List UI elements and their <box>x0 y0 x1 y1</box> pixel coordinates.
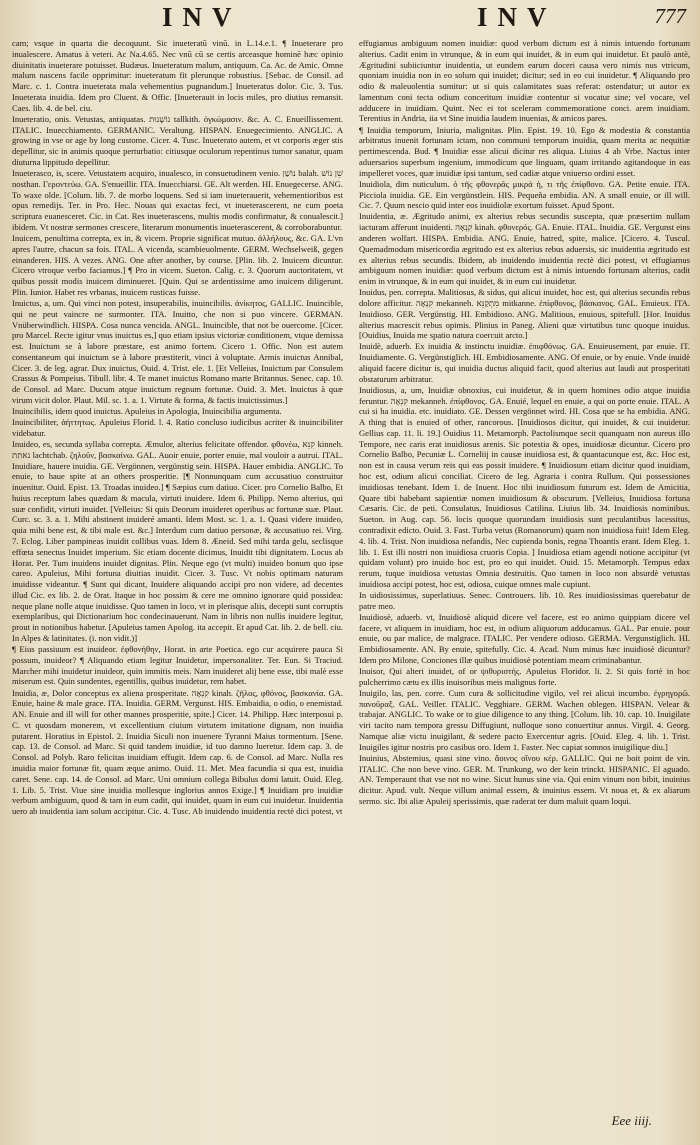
dictionary-entry: Inuidiola, dim nuticulum. ὁ τῆς φθονερᾶς μικρά ἡ, τι τῆς ἐπίφθονο. GA. Petite enuie. ITA. Picciola inuidia. GE. Ein vergünstlein. HIS. Pequeña embidia. AN. A small enuie, or ill will. Cic. 7. Quum nescio quid inter eos inuidiolæ exortum fuisset. Apud Spont. <box>359 178 690 211</box>
dictionary-entry: Inuideo, es, secunda syllaba correpta. Æmulor, alterius felicitate offendor. φθονέω, קִנֵּא kinneh. נאתת lachtchab. ζηλοῦν, βασκαίνω. GAL. Auoir enuie, porter enuie, mal vouloir a autrui. ITAL. Inuidiare, hauere inuidia. GE. Vergönnen, vergünstig sein. HISPA. Hauer embidia. ANGLIC. To enuie, to haue spite at an others prosperitie. [¶ Nonnunquam cum accusatiuo construitur inuenitur. Ouid. Epist. 13. Troadas inuideo.] ¶ Sæpius cum datiuo. Cicer. pro Cornelio Balbo, Et huius receptum labes quædam & macula, virtuti inuidere. Idem 6. Philipp. Nemo alterius, qui suæ confidit, virtuti inuidet. [Velleius: Si quis Deorum inuideret operibus ac fortunæ suæ. Plaut. Curc. sc. 3. a. 1. Mihi abstinent inuideré amanti. Idem Most. sc. 1. a. 1. Quasi videre inuideo, quia mihi bene est, & tibi male est. &c.] Interdum cum datiuo personæ, & accusatiuo rei. Virg. 7. Eclog. Liber pampineas inuidit collibus vuas. Idem 8. Æneid. Sed mihi tarda gelu, seclisque effœta senectus Inuidet imperium. Sic etiam docente dicimus, Inuidit tibi dignitatem. Locus ab Horat. Per. Tum inuidens inuidet dignitas. Plin. Neque ego (vt multi) inuideo bonum quo ipse careo. Apuleius, Mihi fortuna diuitias inuidit. Cicer. 3. Tusc. Vt nobis optimam naturam inuidisse videantur. ¶ Sunt qui dicant, Inuidere aliquando accipi pro non videre, ad decentes illud Cic. ex lib. 2. de Orat. Itaque in hoc possim & cere me omnino ignorare quid possidea: neque plane nolle atque inuidisse. Quo tamen in loco, vt in plerisque aliis, decepti sunt corruptis exemplaribus, qui Dictionarium hoc condecinauerunt. Nam in libris non nullis inuidere legitur, prout in notionibus habetur. [Apuleius tamen Apolog. ita accepit. Et apud Cat. lib. 2. de bell. ciu. In Alpes & latinitates. (i. non vidit.)] <box>12 438 343 644</box>
dictionary-entry: Inueteratio, onis. Vetustas, antiquatas. נוֹשָׁנוּת tallkith. ὀγκώμασιν. &c. A. C. Enueillissement. ITALIC. Inuecchiamento. GERMANIC. Veraltung. HISPAN. Enuegecimiento. ANGLIC. A growing in vse or age by long custome. Cicer. 4. Tusc. Inueterato autem, et vt corporis æger stis depellitur, sic in animis quoque perturbatio: citiusque oculorum repentinus tumor sanatur, quam diuturna lippitudo depellitur. <box>12 113 343 167</box>
dictionary-entry: Inuidia, æ, Dolor conceptus ex aliena prosperitate. קִנְאָה kinah. ζῆλος, φθόνος, βασκανία. GA. Enuie, haine & male grace. ITA. Inuidia. GERM. Vergunst. HIS. Embaidia, o odio, o enemistad. AN. Enuie and ill will for other mannes prosperitie, spite.] Cicer. 14. Philipp. Hæc interposui p. C. vt quosdam monerem, vt excellentium ciuium virtutem imitatione dignam, non inuidia putarent. Horatius in Epistol. 2. Inuidia Siculi non inuenere Tyranni Maius tormentum. [Sene. cap. 13. de Consol. ad Marc. Si quid tandem inuidiæ, id tuo damno lueretur. Idem cap. 3. de Consol. ad Polyb. Raro felicitas inuidiam effugit. Idem cap. 6. de Consol. ad Marc. Nulla res inuidia maior fortunæ fit, quam æque animo. Ouid. 11. Met. Mea facundia si qua est, inuidia caret. Sene. cap. 14. de Consol. ad Marc. Uni omnium collega Bibulus domi latuit. Ouid. Eleg. 1. Lib. 5. Trist. Viue sine inuidia mollesque inglorius annos Exige.] ¶ Inuidiam pro inuidiæ verbum ambiguum, quod & tam in eum cadit, qui inuidet, quam in eum cui inuidetur. Inuidentia uero ab inuidentia iam solum accipitur. Cic. 4. Tusc. Ab inuidendo inuidentia rectè dici potest, vt <box>12 687 343 817</box>
running-head-left: INV <box>162 2 242 32</box>
dictionary-entry: Inuidiosè, aduerb. vt, Inuidiosè aliquid dicere vel facere, est eo animo quippiam dicere vel facere, vt aliquem in inuidiam, hoc est, in odium aliquorum adducamus. GAL. Par enuie. pour enuie, ou par malice, de malgrace. ITALIC. Per vendere odioso. GERMA. Vergunstiglich. HI. Embidiosamente. AN. By enuie, spitefully. Cic. 4. Acad. Num minus hæc inuidiosè dicuntur? Idem pro Milone, Conciones illæ quibus inuidiosè potentiam meam criminabantur. <box>359 611 690 665</box>
dictionary-entry: Inuincibiliter, ἀήττητως. Apuleius Florid. l. 4. Ratio concluso iudicibus acriter & inuincibiliter videbatur. <box>12 417 343 438</box>
two-column-body <box>12 38 690 1110</box>
dictionary-entry: ¶ Eius passiuum est inuideor. ἐφθονήθην, Horat. in arte Poetica. ego cur acquirere pauca Si possum, inuideor? ¶ Aliquando etiam legitur Inuidetur, impersonaliter. Ter. Eun. Si Traciud. Marcher mihi inuidetur inuideor, quin immitis meis. Nam inuideret alij bene esse, tibi malè esse miserum est. Quin sundentes, egentillis, quibus inuidetur, rem habet. <box>12 644 343 687</box>
running-head <box>12 2 690 38</box>
dictionary-entry: Inuigilo, las, pen. corre. Cum cura & sollicitudine vigilo, vel rei alicui incumbo. ἐγρηγορῶ. πανοῦραξ. GAL. Veiller. ITALIC. Vegghiare. GERM. Wachen oblegen. HISPAN. Velear & trabajar. ANGLIC. To wake or to giue diligence to any thing. [Colum. lib. 10. cap. 10. Inuigilate viri tacito nam tempora gressu Diffugiunt, nulloque sono conuertitur annus. Virgil. 4. Georg. Namque aliæ victu inuigilant, & sedere pacto Exercentur agris. [Ouid. Eleg. 4. lib. 1. Trist. Inuigiles igitur nostris pro casibus oro. Idem 1. Faster. Nec capiat somnos inuigilique diu.] <box>359 687 690 752</box>
dictionary-entry: Inuisor, Qui alteri inuidet, of or ψιθυριστής. Apuleius Floridor. li. 2. Si quis fortè in hoc pulcherrimo cætu ex illis inuisoribus meis malignus forte. <box>359 665 690 687</box>
dictionary-entry: Inuidiosus, a, um, Inuidiæ obnoxius, cui inuidetur, & in quem homines odio atque inuidia feruntur. קִנְאָה mekanneh. ἐπίφθονος. GA. Enuié, lequel en enuie, a qui on porte enuie. ITAL. A cui si ha inuidia. etc. inuidiato. GE. Dessen vergönnet wird. HI. Cosa que se ha embidia. ANG. A thing that is enuied of other, rancorous. [Inuidiosos dicitur, qui inuidet, & cui inuidetur. Gellius cap. 11. li. 19.] Ouidius 11. Metamorph. Pactolismque secit quanquam non aureus illo Tempore, nec caris erat inuidiosus arenis. Sic potestia & opes, inuidiosæ dicuntur. Cicero pro Cornelio Balbo, Pecuniæ L. Corneliij in causæ inuidiosa est, & quantacunque est, &c. Hoc est, non est in causa verum reis qui eas possit inuidere. ¶ Inuidiosum etiam dicitur quod inuidiam, hoc est, odium alicui conciliat. Cicero de leg. Agraria i contra Rullum. Qui possessiones inuidiosas tenebant. Idem 1. de Inuent. Hoc tibi inuidiosum futurum est. Idem de Amicitia, Quare tibi habebant sapientiæ nomen inuidiosum & obscurum. [Velleius, Inuidiosa fortuna Cæsaris. Cic. de peti. Consulatus, Inuidiosus Catilina. Liuius lib. 34. Inuidiosis nominibus. Sueton. in Aug. cap. 56. locis quoque quorundam inuidiosis sunt peculantibus lacessitus, contradixit edicto. Ouid. 3. Fast. Turba vetus (Romanorum) quam non inuidiosa fuit! Idem Eleg. 4. lib. 4. Trist. Non inuidiosa nefandis, Nec cupienda bonis, regna Thoantis erant. Idem Eleg. 1. lib. 1. Est illi nostri non inuidiosa cruoris Copia. ] Inuidiosa etiam agendi notione accipitur (vt quidam volunt) pro inuido hoc est, pro eo qui inuidet. Ouid. 15. Metamorph. Tempus edax rerum, tuque inuidiosa vetustas Omnia destruitis. Quo tamen in loco non absurdè vetustas inuidiosa accipi potest, hoc est, odiosa, cuique omnes male cupiunt. <box>359 384 690 589</box>
dictionary-entry: Inuictus, a, um. Qui vinci non potest, insuperabilis, inuincibilis. ἀνίκητος, GALLIC. Inuincible, qui ne peut vaincre ne surmonter. ITA. Inuitto, che non si puo vincere. GERMAN. Vnüberwindlich. HISPA. Cosa nunca vencida. ANGL. Inuincible, that not be ouercome. [Cicer. pro Marcel. Recte igitur vnus inuictus es,] quo etiam ipsius victoriæ conditionem, vtque demissa est. Inuictum se à labore præstare, est animo fortem. Cicero 1. Offic. Non est autem consentaneum qui inuictum se à labore præstiterit, vinci à voluptate. Armis inuictus Annibal, Cicer. 3. de leg. agrar. Dux inuictus, Ouid. 4. Trist. ele. 1. [Et Velleius, Inuictum par Consulem Crassus & Pompeius. Tibull. libr. 4. Te manet inuictus Romano marte Britannus. Senec. cap. 10. de Consol. ad Marc. Ducum atque inuictum regnum fortunæ. Ouid. 3. Met. Inuictus à quæ virum vicit dolor. Plaut. Mil. sc. 1. a. 1. Virtute & forma, & factis inuictissimus.] <box>12 297 343 405</box>
dictionary-entry: ¶ Inuidia temporum, Iniuria, malignitas. Plin. Epist. 19. 10. Ego & modestia & constantia arbitratus inuenit fortunam ictam, non communi temporum inuidia, quam merita ac nequitiæ pertimescenda. Bud. ¶ Inuidiæ esse alicui dicitur res aliqua. Liuius 4 ab Vrbe. Nactus inter aduersarios superbum ingenium, immodicum que linguam, quam irritando agitandoque in eas impelleret voces, quæ inuidiæ ipsi tantum, sed cadiæ atque vniuerso ordini esset. <box>359 124 690 178</box>
page-number: 777 <box>654 4 686 28</box>
dictionary-entry: effugiamus ambiguum nomen inuidiæ: quod verbum dictum est à nimis intuendo fortunam alterius. Cadit enim in vtrunque, & in eum qui inuidet, & in eum qui inuidetur. Et paulò antè, Ægritudini subiiciuntur inuidentia, ut eundem earum doceri causa vero nimis nus vtricum, quoniam inuidia non in eo solum qui inuidet; dicitur; sed in eo cui inuidetur. ¶ Aliquando pro odio & maleuolentia sumitur: ut si quis calamitates suas referat: ostendatur; ut autor ex lamentum coni tecta odium conceritum inuidiæ contentur si vocatur sine; vel vocare, vel adducere in inuidiam. Quint. Nec ei tot sceleram commemoratione conci. arem inuidiam. Terentius in Andria, iia vt Sine inuidia laudem inuenias, & amicos pares. <box>359 38 690 124</box>
dictionary-entry: Inuidè, aduerb. Ex inuidia & instinctu inuidiæ. ἐπιφθόνως. GA. Enuieusement, par enuie. IT. Inuidiamente. G. Vergünstiglich. HI. Embidiosamente. ANG. Of enuie, or by enuie. Vnde inuidè aliquid facere dicitur is, qui inuidia ductus aliquid facit, quod alterius aut laudi aut prosperitati obstaturum arbitratur. <box>359 341 690 384</box>
dictionary-entry: In uidiosissimus, superlatiuus. Senec. Controuers. lib. 10. Res inuidiosissimas querebatur de patre meo. <box>359 589 690 611</box>
dictionary-entry: Inuicem, penultima correpta, ex in, & vicem. Proprie significat mutuo. ἀλλήλους, &c. GA. L'vn apres l'autre, chacun sa fois. ITAL. A vicenda, scambieuolmente. GERM. Wechselweiß, gegen einanderen. HIS. A vezes. ANG. One after another, by course. [Plin. lib. 2. Inuicem dicuntur. Cicero vtroque verbo faciamus.] ¶ Pro in vicem. Sueton. Calig. c. 3. Quorum auctoritatem, vt quibus possit modis inuicem diminueret. [Quin. Qui se ardentissime amo inuicem diligerunt. Plin. Iunior. Habet res vrbanas, inuicem rusticas fuisse. <box>12 232 343 297</box>
dictionary-entry: cam; vsque in quarta die decoquunt. Sic inueteratū vinū. in L.14.e.1. ¶ Inueterare pro inualescere. Amatus à veteri. Ac Na.4.65. Nec vnū cū se certis arceasque hominē hæc opinio diuinitatis inueterare potuisset. Budæus. Inueteratum malum, antiquum. Ca. Ac. de Amic. Omne malum nascens facile opprimitur: inueteratum fit plerunque robustius. [Sebac. de Consil. ad Marc. c. 1. Contra inueterata mala vehementius pugnandum.] Inueteratus dolor. Cic. 3. Tus. Inueterata inuidia. Idem pro Cluent. & Offic. [Inueterauit in locis miles, pro diutius remansit. Caes. lib. 4. de bel. ciu. <box>12 38 343 113</box>
dictionary-entry: Inueterasco, is, scere. Vetustatem acquiro, inualesco, in consuetudinem venio. נוֹשַׁן balah. שֵׁן נוֹשׁ nosthan. Γεροντεύω. GA. S'enueillir. ITA. Inuecchiarsi. GE. Alt werden. HI. Enuegecerse. ANG. To waxe olde. [Colum. lib. 7. de morbo loquens. Sed si iam inueterauerit, vehementioribus est opus remedijs. Ter. in Pro. Hec. Nouas qui exactas feci, vt inueterascerent, ne cum poeta scriptura euanesceret. Cic. in Cat. Res inueterascens, multis modis confirmatur, & conualescit.] ibidem. Vt nostræ sermones crescere, literarum monumentis inueterascerent, & corroborabuntur. <box>12 167 343 232</box>
right-column <box>359 38 690 1110</box>
dictionary-entry: Inuidentia, æ. Ægritudo animi, ex alterius rebus secundis suscepta, quæ præsertim nullam iacturam afferunt inuidenti. קִנְאָה kinah. φθονερός. GA. Enuie. ITAL. Inuidia. GE. Vergunst eins anderen wolfart. HISPA. Embidia. ANG. Enuie, hatred, spite, malice. [Cicero. 4. Tuscul. Quemadmodum misericordia ægritudo est ex alterius rebus aduersis, sic inuidentia ægritudo est ex alterius rebus secundis. Ibidem, ab inuidendo inuidentia rectè dici potest, vt effugiamus ambiguum nomen inuidiæ: quod verbum dictum est à nimis intuendo fortunam alterius, cadit enim in vtrunque, & in eum qui inuidet, & in eum cui inuidetur. <box>359 211 690 287</box>
dictionary-entry: Inuidus, pen. correpta. Malitiosus, & sidus, qui alicui inuidet, hoc est, qui alterius secundis rebus dolore afficitur. קִנְאָה mekanneh. מִתְקַנֵּא mitkanne. ἐπίφθονος, βάσκανος. GAL. Enuieux. ITA. Inuidioso. GER. Vergünstig. HI. Embidioso. ANG. Malitious, enuious, spitefull. [Hor. Inuidus alterius macrescit rebus opimis. Plinius in Paneg. Alieni quæ virtutibus tunc quoque inuidus. [Ouidius, Inuida me spatio natura coercuit arcto.] <box>359 287 690 341</box>
left-column <box>12 38 343 1110</box>
running-head-right: INV <box>477 2 557 32</box>
page-footer <box>12 1110 690 1138</box>
dictionary-entry: Inuinius, Abstemius, quasi sine vino. ἄοινος οἴνου κέρ. GALLIC. Qui ne boit point de vin. ITALIC. Che non beve vino. GER. M. Trunkung, wo der kein trinckt. HISPANIC. El aguado. AN. Temperaunt that vse not no wine. Sicut hunus sine via. Qui enim vinum non bibit, inuinius dicitur. Apud. vult. Neque villum animal essem, & inuinius essem. Vt noua et, & ex aliarum sermo. sic. Ibi aliæ Apuleij sperissimis, quæ raderat ter dum maluit quam loqui. <box>359 752 690 806</box>
dictionary-entry: Inuincibilis, idem quod inuictus. Apuleius in Apologia, Inuincibilia argumenta. <box>12 406 282 417</box>
signature-mark: Eee iiij. <box>611 1113 652 1128</box>
